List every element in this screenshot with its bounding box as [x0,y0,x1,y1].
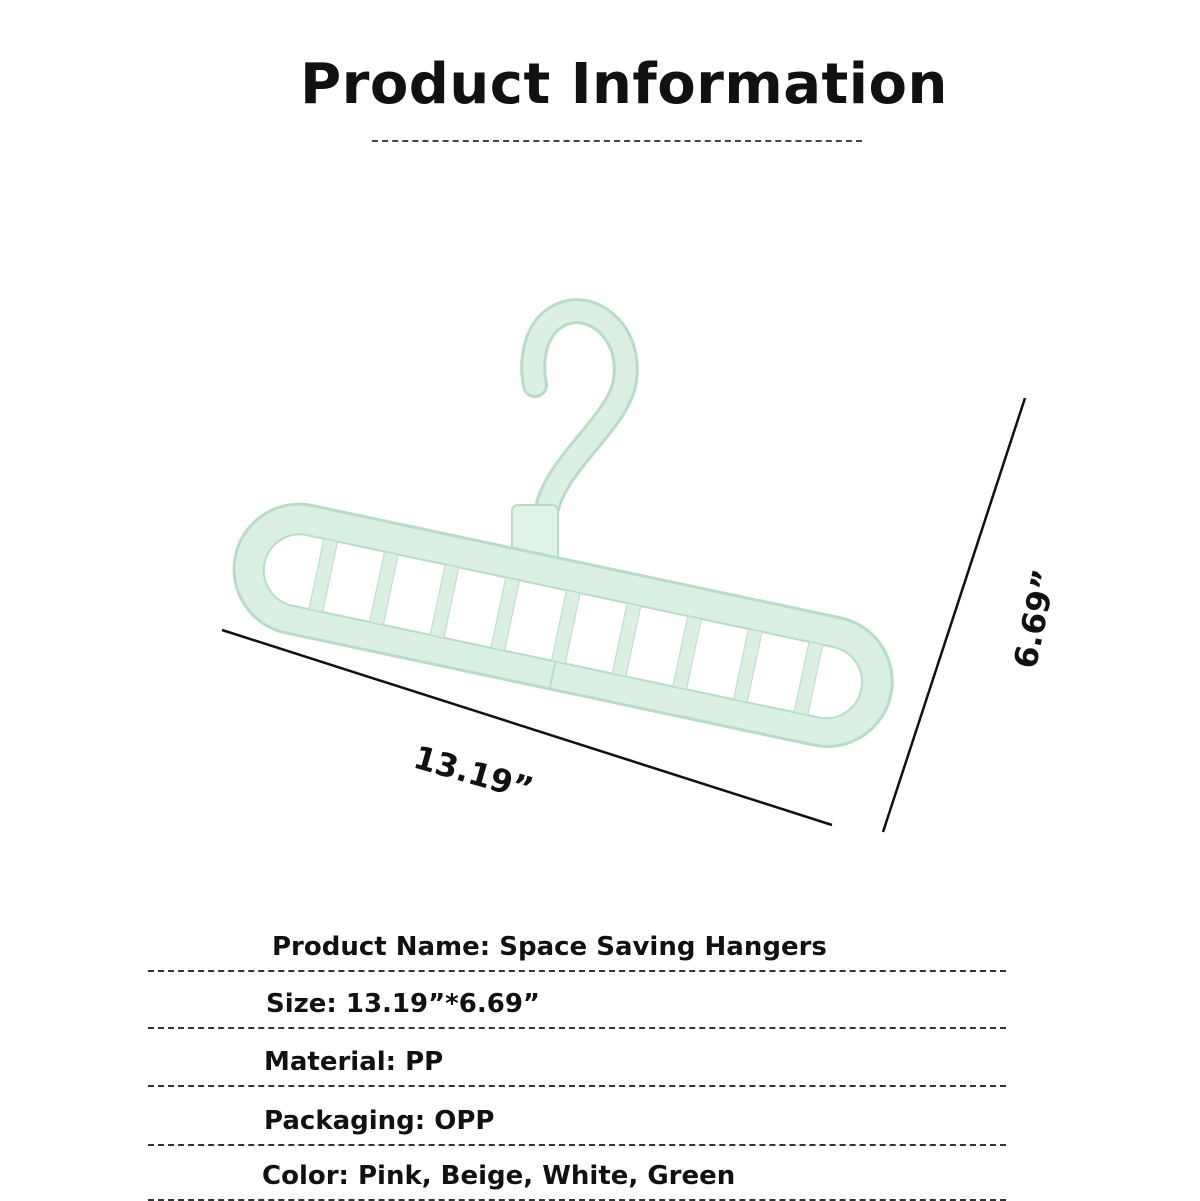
hanger-bar [222,492,904,758]
spec-row-packaging [148,1092,1006,1146]
spec-text: Packaging: OPP [264,1106,495,1136]
height-dimension-line [883,398,1025,832]
spec-row-product-name [148,918,1006,972]
spec-text: Color: Pink, Beige, White, Green [262,1161,736,1191]
spec-text: Material: PP [264,1047,444,1077]
page-title: Product Information [300,52,948,117]
width-dimension-label: 13.19” [409,738,538,809]
spec-row-color [148,1147,1006,1201]
spec-row-size [148,975,1006,1029]
spec-text: Product Name: Space Saving Hangers [272,932,827,962]
spec-text: Size: 13.19”*6.69” [266,989,541,1019]
spec-row-material [148,1033,1006,1087]
height-dimension-label: 6.69” [1006,566,1064,672]
hanger-hook-icon [512,311,626,583]
